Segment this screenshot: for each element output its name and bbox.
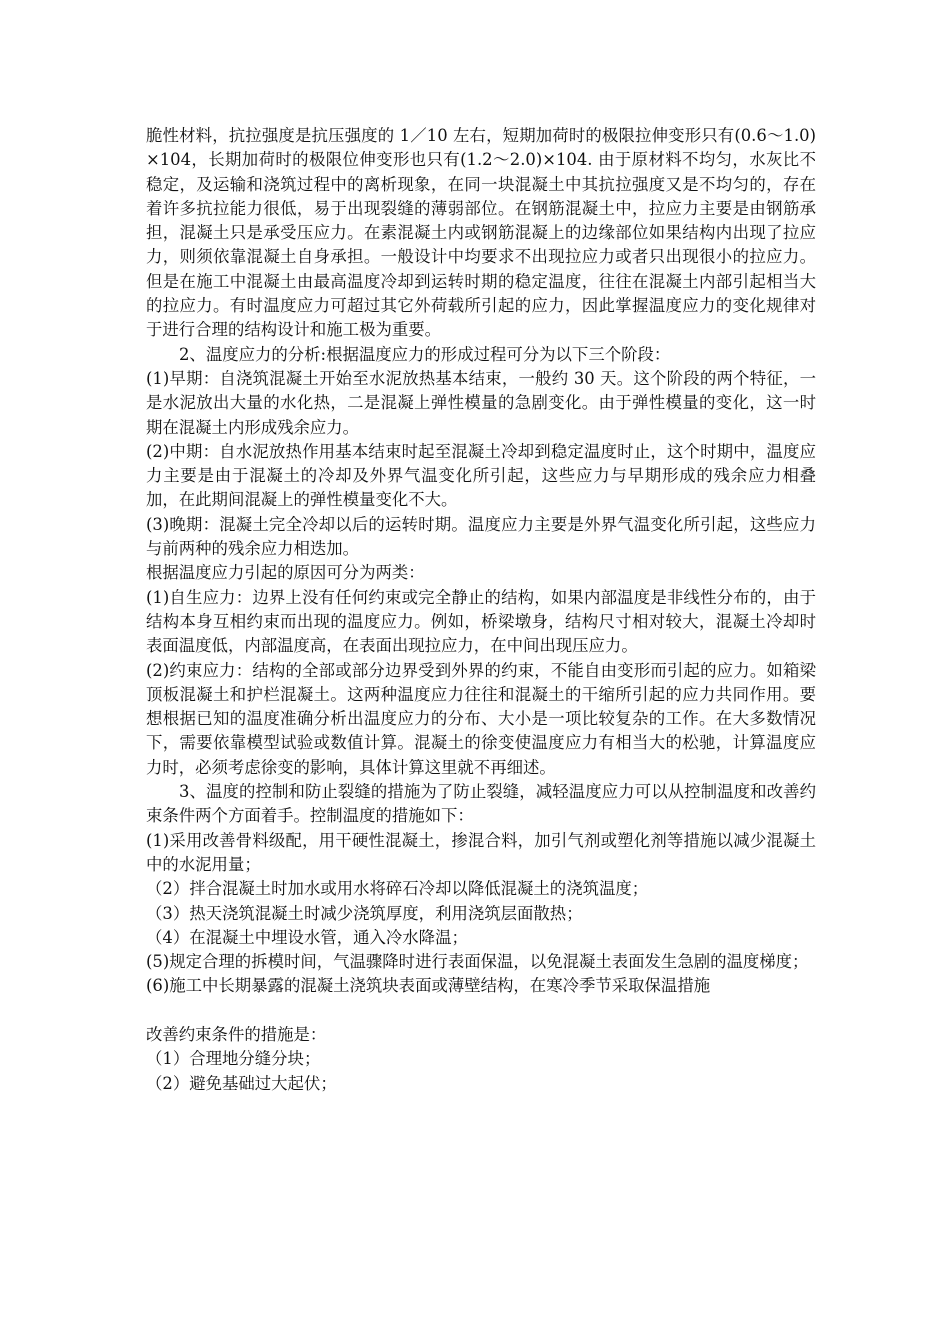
list-item-hot-weather-pouring: （3）热天浇筑混凝土时减少浇筑厚度，利用浇筑层面散热；: [146, 903, 583, 923]
paragraph-brittle-material: 脆性材料，抗拉强度是抗压强度的 1／10 左右，短期加荷时的极限拉伸变形只有(0.6～1.0)×104，长期加荷时的极限位伸变形也只有(1.2～2.0)×104. 由于原材料不均匀，水灰比不稳定，及运输和浇筑过程中的离析现象，在同一块混凝土中其抗拉强度又是不均匀的，存在着许多抗拉能力很低，易于出现裂缝的薄弱部位。在钢筋混凝土中，拉应力主要是由钢筋承担，混凝土只是承受压应力。在素混凝土内或钢筋混凝上的边缘部位如果结构内出现了拉应力，则须依靠混凝土自身承担。一般设计中均要求不出现拉应力或者只出现很小的拉应力。但是在施工中混凝土由最高温度冷却到运转时期的稳定温度，往往在混凝土内部引起相当大的拉应力。有时温度应力可超过其它外荷载所引起的应力，因此掌握温度应力的变化规律对于进行合理的结构设计和施工极为重要。: [146, 126, 816, 340]
list-item-joints-blocks: （1）合理地分缝分块；: [146, 1049, 321, 1069]
paragraph-early-stage: (1)早期：自浇筑混凝土开始至水泥放热基本结束，一般约 30 天。这个阶段的两个特征，一是水泥放出大量的水化热，二是混凝上弹性模量的急剧变化。由于弹性模量的变化，这一时期在混凝土内形成残余应力。: [146, 368, 816, 437]
heading-temperature-stress-analysis: 2、温度应力的分析:根据温度应力的形成过程可分为以下三个阶段：: [179, 344, 671, 364]
paragraph-late-stage: (3)晚期：混凝土完全冷却以后的运转时期。温度应力主要是外界气温变化所引起，这些应力与前两种的残余应力相迭加。: [146, 514, 816, 559]
paragraph-self-stress: (1)自生应力：边界上没有任何约束或完全静止的结构，如果内部温度是非线性分布的，由于结构本身互相约束而出现的温度应力。例如，桥梁墩身，结构尺寸相对较大，混凝土冷却时表面温度低，内部温度高，在表面出现拉应力，在中间出现压应力。: [146, 587, 816, 656]
list-item-aggregate-gradation: (1)采用改善骨料级配，用干硬性混凝土，掺混合料，加引气剂或塑化剂等措施以减少混凝土中的水泥用量；: [146, 830, 816, 874]
paragraph-stress-causes: 根据温度应力引起的原因可分为两类：: [146, 563, 425, 583]
list-item-embedded-pipes: （4）在混凝土中埋设水管，通入冷水降温；: [146, 927, 468, 947]
paragraph-constraint-stress: (2)约束应力：结构的全部或部分边界受到外界的约束，不能自由变形而引起的应力。如箱梁顶板混凝土和护栏混凝土。这两种温度应力往往和混凝土的干缩所引起的应力共同作用。要想根据已知的温度准确分析出温度应力的分布、大小是一项比较复杂的工作。在大多数情况下，需要依靠模型试验或数值计算。混凝土的徐变使温度应力有相当大的松驰，计算温度应力时，必须考虑徐变的影响，具体计算这里就不再细述。: [146, 660, 816, 777]
paragraph-middle-stage: (2)中期：自水泥放热作用基本结束时起至混凝土冷却到稳定温度时止，这个时期中，温度应力主要是由于混凝土的冷却及外界气温变化所引起，这些应力与早期形成的残余应力相叠加，在此期间混凝上的弹性模量变化不大。: [146, 441, 816, 510]
list-item-cooling-water: （2）拌合混凝土时加水或用水将碎石冷却以降低混凝土的浇筑温度；: [146, 879, 649, 899]
blank-line: [146, 999, 816, 1023]
list-item-formwork-removal: (5)规定合理的拆模时间，气温骤降时进行表面保温，以免混凝土表面发生急剧的温度梯度；: [146, 952, 809, 972]
document-page: [146, 124, 816, 1096]
list-item-winter-insulation: (6)施工中长期暴露的混凝土浇筑块表面或薄壁结构，在寒冷季节采取保温措施: [146, 976, 711, 996]
list-item-foundation-undulation: （2）避免基础过大起伏；: [146, 1073, 337, 1093]
paragraph-constraint-measures: 改善约束条件的措施是：: [146, 1024, 327, 1044]
heading-temperature-control: 3、温度的控制和防止裂缝的措施为了防止裂缝，减轻温度应力可以从控制温度和改善约束条件两个方面着手。控制温度的措施如下：: [146, 782, 816, 826]
